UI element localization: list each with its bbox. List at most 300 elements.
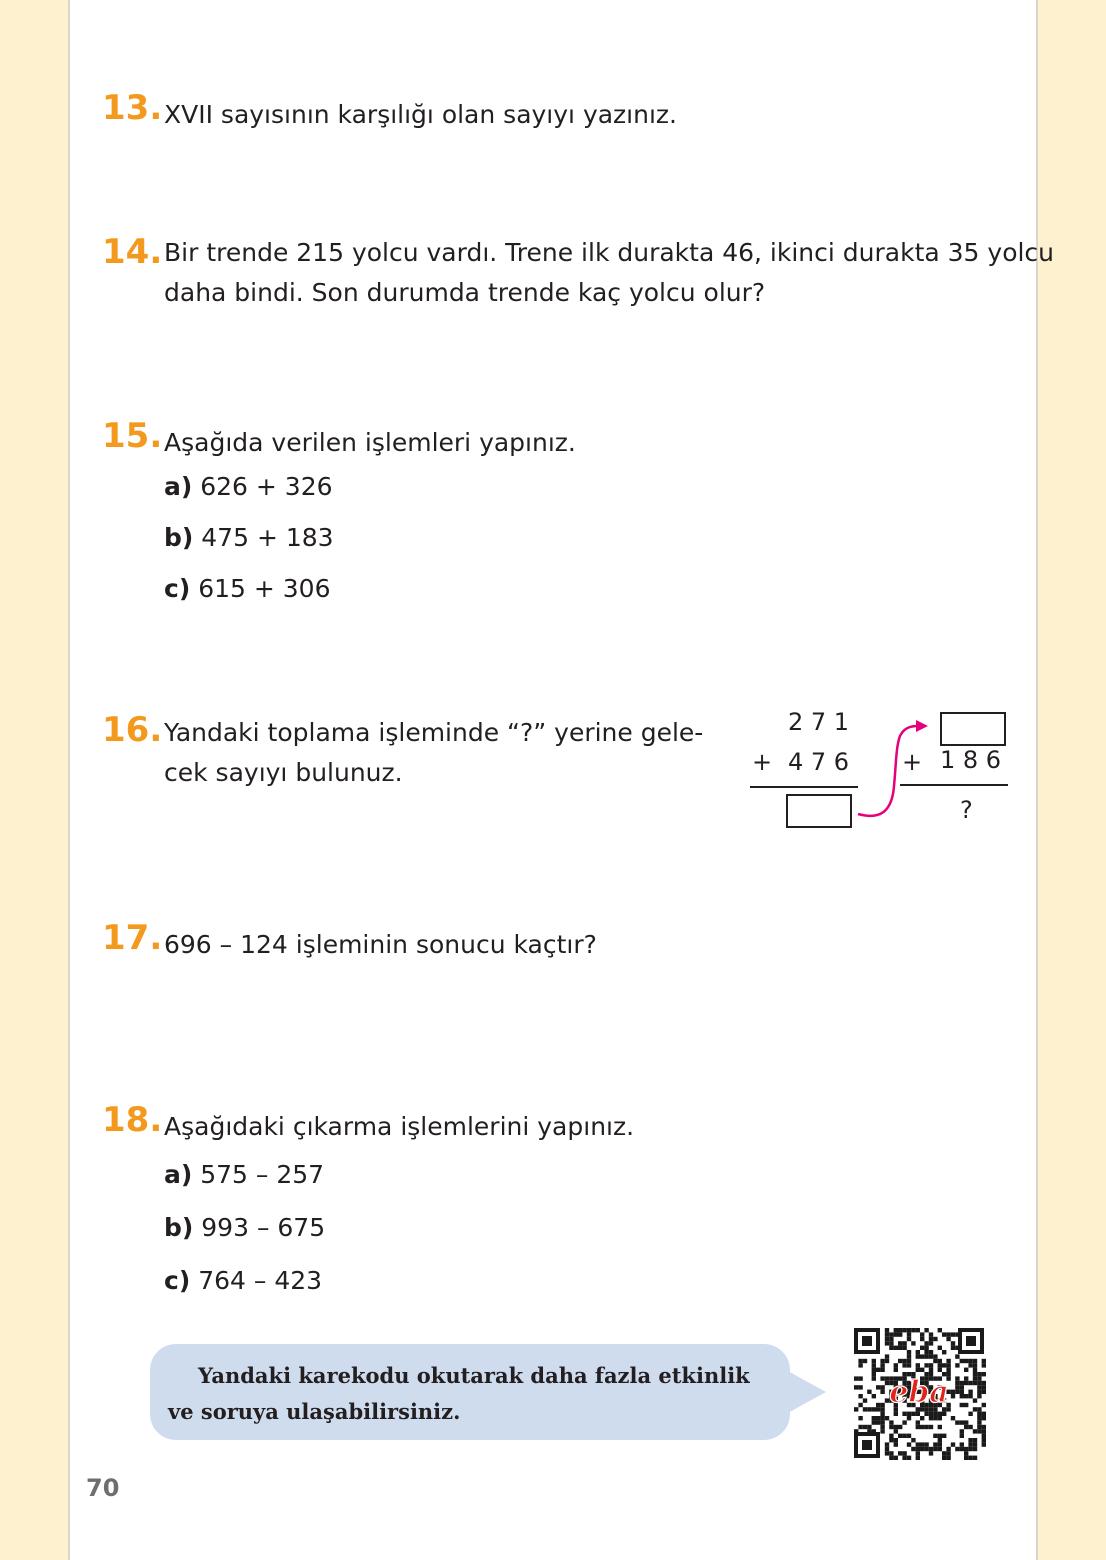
op2-plus-sign: + xyxy=(902,748,923,776)
qr-module xyxy=(902,1456,906,1460)
qr-module xyxy=(946,1447,950,1451)
qr-module xyxy=(982,1372,986,1376)
qr-module xyxy=(938,1442,942,1446)
qr-module xyxy=(924,1425,928,1429)
qr-module xyxy=(924,1346,928,1350)
qr-module xyxy=(907,1434,911,1438)
qr-module xyxy=(924,1447,928,1451)
question-text: Aşağıdaki çıkarma işlemlerini yapınız. xyxy=(164,1112,635,1141)
qr-module xyxy=(946,1368,950,1372)
qr-module xyxy=(973,1359,977,1363)
qr-module xyxy=(977,1390,981,1394)
qr-module xyxy=(955,1376,959,1380)
qr-module xyxy=(977,1372,981,1376)
qr-module xyxy=(938,1412,942,1416)
qr-module xyxy=(902,1341,906,1345)
sub-item-expression: 475 + 183 xyxy=(201,523,334,552)
sub-item-expression: 993 – 675 xyxy=(201,1213,326,1242)
qr-module xyxy=(876,1368,880,1372)
callout-pointer xyxy=(786,1370,826,1414)
qr-module xyxy=(968,1381,972,1385)
qr-module xyxy=(898,1332,902,1336)
op1-result-line xyxy=(750,786,858,788)
qr-module xyxy=(964,1425,968,1429)
qr-module xyxy=(920,1346,924,1350)
qr-module xyxy=(982,1416,986,1420)
qr-module xyxy=(885,1442,889,1446)
qr-module xyxy=(938,1368,942,1372)
info-callout xyxy=(150,1344,790,1440)
sub-item-label: c) xyxy=(164,574,191,603)
qr-module xyxy=(968,1447,972,1451)
qr-module xyxy=(858,1425,862,1429)
qr-module xyxy=(929,1451,933,1455)
qr-module xyxy=(933,1359,937,1363)
qr-module xyxy=(894,1332,898,1336)
qr-module xyxy=(929,1425,933,1429)
qr-module xyxy=(929,1341,933,1345)
qr-module xyxy=(916,1368,920,1372)
qr-module xyxy=(858,1385,862,1389)
qr-module xyxy=(867,1425,871,1429)
qr-module xyxy=(924,1341,928,1345)
qr-module xyxy=(938,1425,942,1429)
question-text-line-2: cek sayıyı bulunuz. xyxy=(164,758,403,787)
qr-module xyxy=(894,1429,898,1433)
qr-module xyxy=(938,1363,942,1367)
qr-module xyxy=(929,1412,933,1416)
qr-module xyxy=(938,1346,942,1350)
qr-module xyxy=(907,1363,911,1367)
qr-module xyxy=(924,1412,928,1416)
op1-bottom-number: 4 7 6 xyxy=(788,748,850,776)
qr-module xyxy=(920,1425,924,1429)
qr-module xyxy=(960,1390,964,1394)
qr-module xyxy=(898,1451,902,1455)
qr-module xyxy=(982,1438,986,1442)
qr-module xyxy=(876,1416,880,1420)
qr-module xyxy=(942,1332,946,1336)
qr-module xyxy=(968,1363,972,1367)
qr-module xyxy=(968,1425,972,1429)
question-number: 18. xyxy=(102,1100,163,1140)
qr-module xyxy=(907,1416,911,1420)
qr-module xyxy=(982,1434,986,1438)
question-text: Aşağıda verilen işlemleri yapınız. xyxy=(164,428,576,457)
qr-module xyxy=(885,1359,889,1363)
qr-module xyxy=(982,1429,986,1433)
qr-module xyxy=(885,1341,889,1345)
qr-module xyxy=(929,1337,933,1341)
op1-plus-sign: + xyxy=(752,748,773,776)
qr-module xyxy=(907,1412,911,1416)
qr-module xyxy=(982,1425,986,1429)
qr-module xyxy=(955,1354,959,1358)
qr-module xyxy=(876,1403,880,1407)
qr-module xyxy=(898,1359,902,1363)
qr-module xyxy=(929,1332,933,1336)
sub-item-label: c) xyxy=(164,1266,191,1295)
sub-item-label: a) xyxy=(164,1160,193,1189)
qr-module xyxy=(911,1341,915,1345)
qr-module xyxy=(929,1363,933,1367)
qr-module xyxy=(858,1416,862,1420)
qr-module xyxy=(880,1363,884,1367)
qr-module xyxy=(885,1416,889,1420)
qr-module xyxy=(982,1359,986,1363)
qr-module xyxy=(880,1359,884,1363)
qr-module xyxy=(902,1328,906,1332)
qr-module xyxy=(973,1363,977,1367)
qr-module xyxy=(960,1385,964,1389)
qr-module xyxy=(929,1447,933,1451)
question-number: 15. xyxy=(102,416,163,456)
qr-module xyxy=(973,1372,977,1376)
qr-module xyxy=(916,1420,920,1424)
qr-module xyxy=(977,1429,981,1433)
qr-module xyxy=(982,1390,986,1394)
qr-module xyxy=(858,1363,862,1367)
qr-module xyxy=(960,1420,964,1424)
sub-item-label: a) xyxy=(164,472,193,501)
qr-module xyxy=(880,1429,884,1433)
qr-module xyxy=(929,1350,933,1354)
qr-module xyxy=(964,1403,968,1407)
qr-module xyxy=(938,1438,942,1442)
qr-module xyxy=(889,1434,893,1438)
qr-module xyxy=(907,1442,911,1446)
qr-module xyxy=(960,1434,964,1438)
qr-module xyxy=(973,1381,977,1385)
qr-module xyxy=(872,1407,876,1411)
qr-module xyxy=(880,1368,884,1372)
eba-logo: eba xyxy=(889,1375,949,1410)
qr-module xyxy=(938,1328,942,1332)
qr-module xyxy=(946,1359,950,1363)
qr-module xyxy=(880,1412,884,1416)
op1-answer-box[interactable] xyxy=(786,794,852,828)
qr-module xyxy=(894,1363,898,1367)
qr-module xyxy=(973,1456,977,1460)
qr-module xyxy=(876,1420,880,1424)
qr-module xyxy=(872,1359,876,1363)
qr-module xyxy=(977,1407,981,1411)
qr-module xyxy=(916,1354,920,1358)
qr-module xyxy=(933,1412,937,1416)
qr-module xyxy=(973,1368,977,1372)
qr-module xyxy=(885,1337,889,1341)
question-text: 696 – 124 işleminin sonucu kaçtır? xyxy=(164,930,597,959)
sub-item-a xyxy=(164,1160,324,1189)
qr-module xyxy=(894,1456,898,1460)
qr-module xyxy=(889,1332,893,1336)
op1-top-number: 2 7 1 xyxy=(788,708,850,736)
qr-module xyxy=(920,1332,924,1336)
qr-module xyxy=(968,1359,972,1363)
callout-text: Yandaki karekodu okutarak daha fazla etkinlik ve soruya ulaşabilirsiniz. xyxy=(168,1363,750,1424)
qr-module xyxy=(960,1442,964,1446)
qr-module xyxy=(872,1394,876,1398)
qr-module xyxy=(973,1429,977,1433)
qr-module xyxy=(977,1425,981,1429)
qr-module xyxy=(916,1451,920,1455)
qr-module xyxy=(951,1341,955,1345)
qr-module xyxy=(933,1416,937,1420)
qr-module xyxy=(964,1456,968,1460)
qr-module xyxy=(880,1407,884,1411)
qr-module xyxy=(960,1429,964,1433)
qr-module xyxy=(907,1332,911,1336)
qr-module xyxy=(977,1381,981,1385)
qr-module xyxy=(960,1403,964,1407)
sub-item-expression: 575 – 257 xyxy=(200,1160,325,1189)
qr-module xyxy=(898,1346,902,1350)
qr-module xyxy=(907,1354,911,1358)
qr-module xyxy=(973,1398,977,1402)
qr-module xyxy=(885,1447,889,1451)
qr-module xyxy=(964,1359,968,1363)
qr-module xyxy=(920,1416,924,1420)
qr-module xyxy=(889,1456,893,1460)
sub-item-label: b) xyxy=(164,523,194,552)
qr-module xyxy=(955,1390,959,1394)
qr-module xyxy=(964,1381,968,1385)
qr-module xyxy=(916,1363,920,1367)
qr-module xyxy=(933,1447,937,1451)
qr-module xyxy=(955,1363,959,1367)
qr-module xyxy=(920,1337,924,1341)
qr-module xyxy=(982,1442,986,1446)
qr-module xyxy=(942,1456,946,1460)
qr-module xyxy=(977,1412,981,1416)
qr-module xyxy=(885,1328,889,1332)
qr-module xyxy=(867,1390,871,1394)
qr-module xyxy=(964,1420,968,1424)
qr-module xyxy=(876,1407,880,1411)
qr-module xyxy=(889,1425,893,1429)
qr-module xyxy=(982,1363,986,1367)
qr-module xyxy=(968,1456,972,1460)
qr-module xyxy=(924,1328,928,1332)
page-number: 70 xyxy=(86,1474,120,1502)
sub-item-b xyxy=(164,523,334,552)
qr-module xyxy=(854,1376,858,1380)
qr-module xyxy=(902,1451,906,1455)
qr-module xyxy=(854,1407,858,1411)
qr-module xyxy=(964,1447,968,1451)
qr-module xyxy=(880,1420,884,1424)
qr-module xyxy=(902,1359,906,1363)
sub-item-expression: 615 + 306 xyxy=(198,574,331,603)
qr-module xyxy=(951,1442,955,1446)
qr-module xyxy=(911,1447,915,1451)
qr-module xyxy=(929,1354,933,1358)
qr-module xyxy=(907,1456,911,1460)
question-number: 17. xyxy=(102,918,163,958)
qr-module xyxy=(964,1394,968,1398)
qr-module xyxy=(938,1434,942,1438)
qr-code[interactable] xyxy=(852,1326,986,1460)
qr-module xyxy=(946,1337,950,1341)
qr-module xyxy=(982,1385,986,1389)
sub-item-c xyxy=(164,574,330,603)
qr-module xyxy=(916,1425,920,1429)
qr-module xyxy=(942,1350,946,1354)
sub-item-a xyxy=(164,472,333,501)
qr-module xyxy=(898,1434,902,1438)
qr-module xyxy=(902,1420,906,1424)
qr-module xyxy=(894,1438,898,1442)
qr-module xyxy=(894,1442,898,1446)
qr-module xyxy=(951,1394,955,1398)
qr-module xyxy=(916,1447,920,1451)
sub-item-expression: 626 + 326 xyxy=(200,472,333,501)
qr-module xyxy=(933,1442,937,1446)
qr-module xyxy=(880,1425,884,1429)
op2-bottom-number: 1 8 6 xyxy=(940,746,1002,774)
qr-module xyxy=(977,1420,981,1424)
qr-module xyxy=(889,1451,893,1455)
sub-item-c xyxy=(164,1266,322,1295)
qr-module xyxy=(889,1341,893,1345)
qr-module xyxy=(960,1394,964,1398)
qr-module xyxy=(942,1434,946,1438)
qr-module xyxy=(880,1416,884,1420)
qr-module xyxy=(938,1447,942,1451)
qr-module xyxy=(938,1416,942,1420)
qr-module xyxy=(902,1346,906,1350)
qr-module xyxy=(894,1368,898,1372)
sub-item-b xyxy=(164,1213,325,1242)
qr-module xyxy=(968,1438,972,1442)
qr-module xyxy=(916,1328,920,1332)
qr-module xyxy=(911,1438,915,1442)
qr-module xyxy=(894,1425,898,1429)
qr-module xyxy=(889,1420,893,1424)
qr-module xyxy=(867,1407,871,1411)
qr-module xyxy=(894,1412,898,1416)
sub-item-expression: 764 – 423 xyxy=(198,1266,323,1295)
qr-module xyxy=(964,1368,968,1372)
qr-module xyxy=(902,1434,906,1438)
qr-module xyxy=(872,1376,876,1380)
qr-module xyxy=(885,1451,889,1455)
qr-module xyxy=(960,1381,964,1385)
qr-module xyxy=(872,1363,876,1367)
op2-top-box[interactable] xyxy=(940,712,1006,746)
qr-module xyxy=(898,1341,902,1345)
qr-module xyxy=(973,1438,977,1442)
qr-module xyxy=(942,1412,946,1416)
qr-module xyxy=(876,1385,880,1389)
qr-module xyxy=(938,1359,942,1363)
qr-module xyxy=(880,1376,884,1380)
connector-arrow-icon xyxy=(850,716,940,828)
qr-module xyxy=(863,1425,867,1429)
qr-module xyxy=(968,1442,972,1446)
qr-module xyxy=(880,1390,884,1394)
qr-module xyxy=(916,1456,920,1460)
qr-module xyxy=(960,1359,964,1363)
qr-module xyxy=(872,1372,876,1376)
qr-module xyxy=(920,1368,924,1372)
qr-module xyxy=(920,1354,924,1358)
qr-module xyxy=(863,1407,867,1411)
qr-module xyxy=(946,1363,950,1367)
qr-module xyxy=(982,1412,986,1416)
qr-module xyxy=(858,1359,862,1363)
qr-module xyxy=(955,1385,959,1389)
qr-module xyxy=(973,1376,977,1380)
qr-module xyxy=(885,1332,889,1336)
qr-module xyxy=(858,1394,862,1398)
qr-module xyxy=(946,1332,950,1336)
qr-module xyxy=(951,1346,955,1350)
qr-module xyxy=(955,1447,959,1451)
qr-module xyxy=(968,1394,972,1398)
qr-module xyxy=(924,1363,928,1367)
qr-module xyxy=(973,1447,977,1451)
op2-result-question: ? xyxy=(960,796,973,824)
qr-module xyxy=(946,1451,950,1455)
qr-module xyxy=(942,1451,946,1455)
qr-module xyxy=(889,1438,893,1442)
qr-module xyxy=(854,1385,858,1389)
qr-module xyxy=(916,1350,920,1354)
qr-module xyxy=(889,1337,893,1341)
qr-module xyxy=(907,1359,911,1363)
question-number: 16. xyxy=(102,710,163,750)
qr-module xyxy=(920,1442,924,1446)
question-number: 13. xyxy=(102,88,163,128)
question-text-line-1: Yandaki toplama işleminde “?” yerine gele- xyxy=(164,718,704,747)
qr-module xyxy=(964,1451,968,1455)
qr-module xyxy=(911,1328,915,1332)
qr-module xyxy=(982,1403,986,1407)
qr-module xyxy=(916,1412,920,1416)
qr-module xyxy=(968,1412,972,1416)
qr-module xyxy=(973,1442,977,1446)
qr-module xyxy=(968,1390,972,1394)
qr-module xyxy=(946,1456,950,1460)
qr-module xyxy=(902,1363,906,1367)
question-text-line-2: daha bindi. Son durumda trende kaç yolcu olur? xyxy=(164,278,766,307)
question-number: 14. xyxy=(102,232,163,272)
left-margin-band xyxy=(0,0,70,1560)
qr-module xyxy=(920,1447,924,1451)
qr-module xyxy=(863,1359,867,1363)
qr-module xyxy=(942,1363,946,1367)
sub-item-label: b) xyxy=(164,1213,194,1242)
qr-module xyxy=(933,1434,937,1438)
qr-module xyxy=(898,1425,902,1429)
qr-module xyxy=(880,1385,884,1389)
qr-module xyxy=(907,1328,911,1332)
question-text-line-1: Bir trende 215 yolcu vardı. Trene ilk durakta 46, ikinci durakta 35 yolcu xyxy=(164,238,1055,267)
qr-module xyxy=(902,1412,906,1416)
qr-module xyxy=(955,1420,959,1424)
qr-module xyxy=(889,1346,893,1350)
qr-module xyxy=(977,1385,981,1389)
qr-module xyxy=(894,1346,898,1350)
qr-module xyxy=(872,1420,876,1424)
qr-module xyxy=(977,1416,981,1420)
qr-module xyxy=(951,1390,955,1394)
qr-module xyxy=(898,1328,902,1332)
qr-module xyxy=(858,1376,862,1380)
qr-module xyxy=(907,1350,911,1354)
qr-module xyxy=(933,1337,937,1341)
